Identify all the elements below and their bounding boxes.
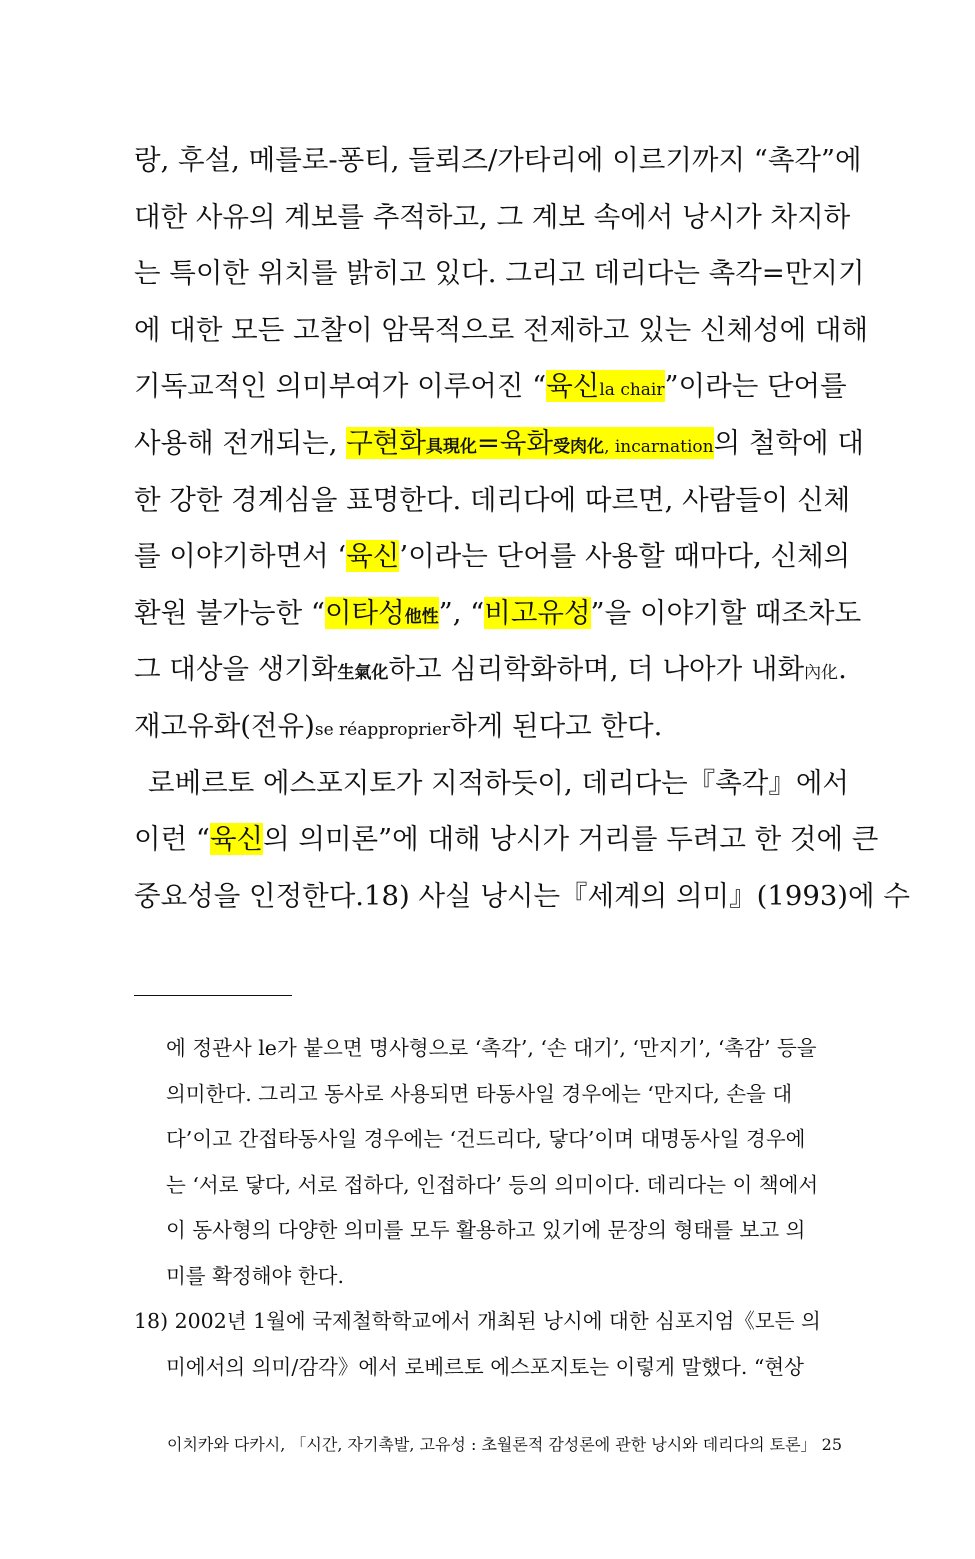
line-text: ’이라는 단어를 사용할 때마다, 신체의 <box>399 540 851 573</box>
footnote-line: 미에서의 의미/감각》에서 로베르토 에스포지토는 이렇게 말했다. “현상 <box>166 1354 804 1379</box>
body-line <box>134 302 869 359</box>
line-text: 중요성을 인정한다.18) 사실 낭시는『세계의 의미』(1993)에 수 <box>134 879 910 912</box>
highlighted-term: 육신 <box>346 540 400 573</box>
body-line <box>134 868 910 925</box>
body-line <box>134 528 851 585</box>
highlighted-term: 이타성他性 <box>324 596 439 629</box>
body-line <box>134 698 842 755</box>
line-text: . <box>838 653 847 686</box>
hanja-gloss: 內化 <box>804 663 839 684</box>
line-text: ”을 이야기할 때조차도 <box>590 596 862 629</box>
body-line <box>134 189 851 246</box>
footnote-line: 이 동사형의 다양한 의미를 모두 활용하고 있기에 문장의 형태를 보고 의 <box>166 1218 806 1242</box>
line-text: 의 철학에 대 <box>713 426 864 459</box>
page-number: 25 <box>821 1435 842 1454</box>
body-line <box>134 472 851 529</box>
footnote-line: 에 정관사 le가 붙으면 명사형으로 ‘촉각’, ‘손 대기’, ‘만지기’, ‘촉감’ 등을 <box>166 1036 817 1060</box>
line-text: 한 강한 경계심을 표명한다. 데리다에 따르면, 사람들이 신체 <box>134 483 851 516</box>
line-text: 기독교적인 의미부여가 이루어진 “ <box>134 370 547 403</box>
line-text: 로베르토 에스포지토가 지적하듯이, 데리다는『촉각』에서 <box>148 766 849 799</box>
line-text: 대한 사유의 계보를 추적하고, 그 계보 속에서 낭시가 차지하 <box>134 200 851 233</box>
footnote-line: 는 ‘서로 닿다, 서로 접하다, 인접하다’ 등의 의미이다. 데리다는 이 책에서 <box>166 1172 819 1197</box>
body-line <box>134 811 879 868</box>
highlighted-term: 구현화具現化=육화受肉化, incarnation <box>346 426 714 459</box>
footnote-line: 미를 확정해야 한다. <box>166 1263 344 1288</box>
footnote-line: 다’이고 간접타동사일 경우에는 ‘건드리다, 닿다’이며 대명동사일 경우에 <box>166 1127 806 1151</box>
line-text: 하게 된다고 한다. <box>450 709 663 742</box>
body-line <box>134 245 865 302</box>
hanja-gloss: 生氣化 <box>337 663 389 684</box>
line-text: 재고유화(전유) <box>134 709 315 742</box>
highlighted-term: 비고유성 <box>484 596 591 629</box>
footnote-18: 18) 2002년 1월에 국제철학학교에서 개최된 낭시에 대한 심포지엄《모든 의 <box>134 1309 821 1333</box>
body-line <box>134 585 862 642</box>
line-text: 에 대한 모든 고찰이 암묵적으로 전제하고 있는 신체성에 대해 <box>134 313 869 346</box>
line-text: 환원 불가능한 “ <box>134 596 325 629</box>
footnote-line: 의미한다. 그리고 동사로 사용되면 타동사일 경우에는 ‘만지다, 손을 대 <box>166 1081 793 1106</box>
line-text: 사용해 전개되는, <box>134 426 347 459</box>
line-text: 그 대상을 생기화 <box>134 653 338 686</box>
line-text: 하고 심리학화하며, 더 나아가 내화 <box>388 653 805 686</box>
body-line <box>134 415 864 472</box>
line-text: ”이라는 단어를 <box>664 370 847 403</box>
footer-citation: 이치카와 다카시, 「시간, 자기촉발, 고유성 : 초월론적 감성론에 관한 낭시와 데리다의 토론」 <box>166 1435 817 1454</box>
line-text: 를 이야기하면서 ‘ <box>134 540 347 573</box>
running-footer <box>134 1432 842 1455</box>
line-text: 의 의미론”에 대해 낭시가 거리를 두려고 한 것에 큰 <box>263 823 879 856</box>
line-text: 는 특이한 위치를 밝히고 있다. 그리고 데리다는 촉각=만지기 <box>134 257 865 290</box>
highlighted-term: 육신 <box>209 823 264 856</box>
highlighted-term: 육신la chair <box>546 370 665 403</box>
body-line <box>134 132 862 189</box>
footnote-divider <box>134 995 292 996</box>
body-text <box>134 132 910 924</box>
footnotes <box>134 1026 842 1390</box>
line-text: ”, “ <box>438 596 485 629</box>
line-text: 랑, 후설, 메를로-퐁티, 들뢰즈/가타리에 이르기까지 “촉각”에 <box>134 144 862 176</box>
french-gloss: se réapproprier <box>314 719 451 740</box>
body-line <box>134 358 847 415</box>
body-line <box>134 641 847 698</box>
body-line <box>134 755 849 812</box>
line-text: 이런 “ <box>134 823 210 856</box>
